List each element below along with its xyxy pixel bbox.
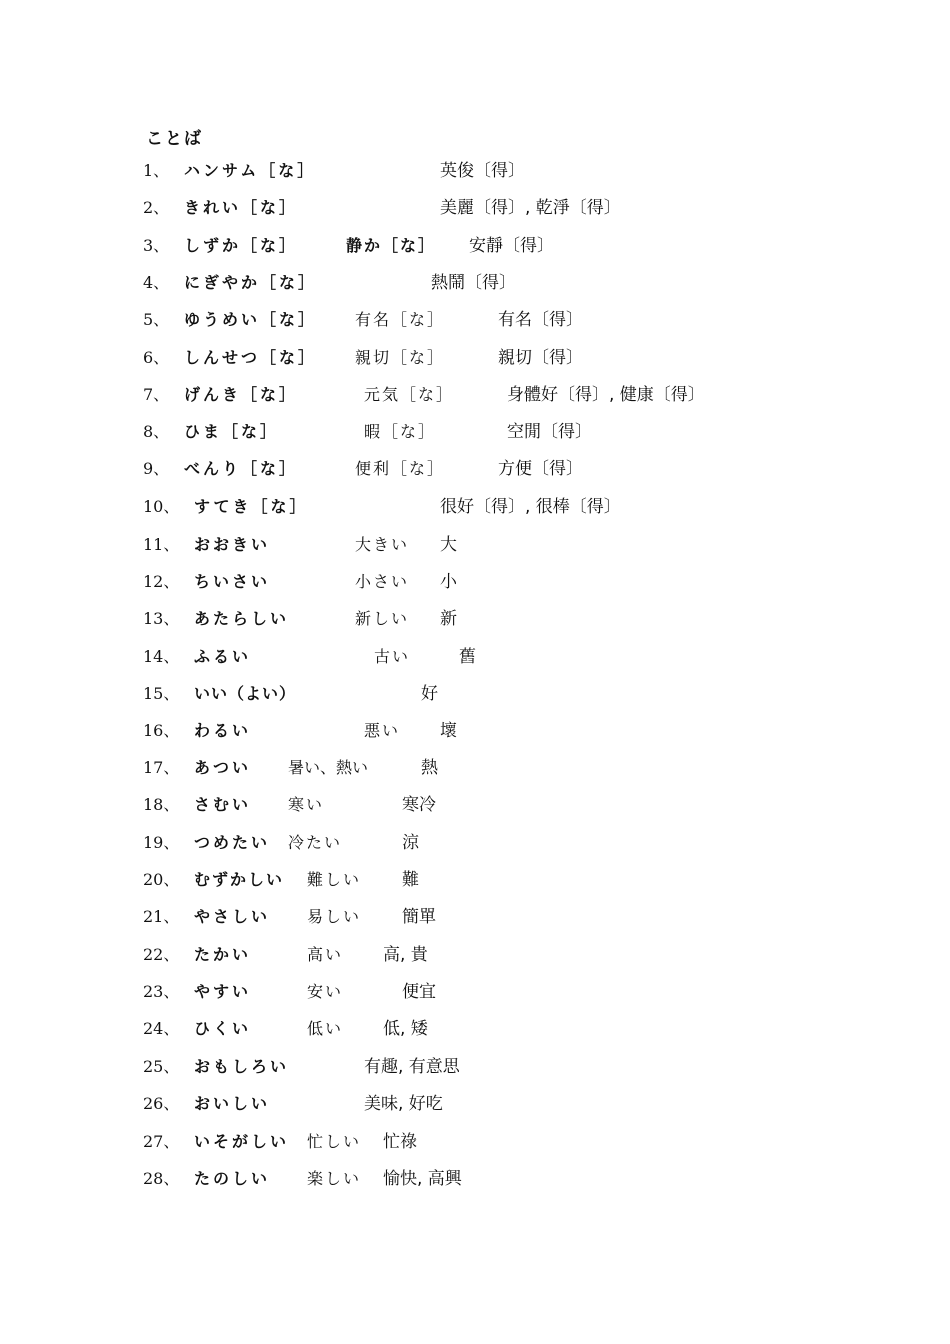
item-kanji: 暑い、熱い (288, 758, 369, 777)
item-kana: やすい (194, 982, 252, 1001)
item-kanji: 忙しい (307, 1132, 362, 1151)
item-number: 22、 (143, 945, 180, 964)
item-number: 18、 (143, 795, 180, 814)
list-item (0, 383, 950, 407)
list-item (0, 495, 950, 519)
item-kanji: 暇［な］ (364, 422, 437, 441)
item-meaning: 美味, 好吃 (364, 1094, 443, 1114)
item-meaning: 有名〔得〕 (498, 310, 583, 330)
list-item (0, 1055, 950, 1079)
item-kanji: 難しい (307, 870, 362, 889)
item-meaning: 親切〔得〕 (498, 348, 583, 368)
item-number: 14、 (143, 647, 180, 666)
item-kana: むずかしい (194, 870, 285, 889)
item-kana: やさしい (194, 907, 271, 926)
item-kana: つめたい (194, 833, 271, 852)
item-kanji: 小さい (355, 572, 410, 591)
item-number: 28、 (143, 1169, 180, 1188)
item-meaning: 新 (440, 609, 457, 629)
item-kana: いい（よい） (194, 684, 297, 703)
list-item (0, 943, 950, 967)
item-number: 2、 (143, 198, 170, 217)
list-item (0, 1092, 950, 1116)
item-number: 3、 (143, 236, 170, 255)
list-item (0, 831, 950, 855)
item-meaning: 寒冷 (402, 795, 436, 815)
item-number: 16、 (143, 721, 180, 740)
item-number: 26、 (143, 1094, 180, 1113)
item-kana: あたらしい (194, 609, 290, 628)
item-kanji: 楽しい (307, 1169, 362, 1188)
item-meaning: 忙祿 (383, 1132, 417, 1152)
item-number: 23、 (143, 982, 180, 1001)
item-meaning: 熱鬧〔得〕 (431, 273, 516, 293)
item-kana: にぎやか［な］ (184, 273, 318, 292)
item-number: 4、 (143, 273, 170, 292)
item-kanji: 易しい (307, 907, 362, 926)
list-item (0, 196, 950, 220)
item-kanji: 有名［な］ (355, 310, 446, 329)
item-meaning: 大 (440, 535, 457, 555)
item-number: 25、 (143, 1057, 180, 1076)
item-kana: おおきい (194, 535, 271, 554)
item-number: 1、 (143, 161, 170, 180)
item-number: 19、 (143, 833, 180, 852)
item-number: 5、 (143, 310, 170, 329)
list-item (0, 905, 950, 929)
item-number: 27、 (143, 1132, 180, 1151)
item-kana: げんき［な］ (184, 385, 299, 404)
item-meaning: 安靜〔得〕 (469, 236, 554, 256)
item-number: 6、 (143, 348, 170, 367)
item-kana: さむい (194, 795, 252, 814)
item-meaning: 熱 (421, 758, 438, 778)
item-meaning: 難 (402, 870, 419, 890)
item-meaning: 小 (440, 572, 457, 592)
item-meaning: 便宜 (402, 982, 436, 1002)
item-kana: ハンサム［な］ (184, 161, 317, 180)
item-number: 9、 (143, 459, 170, 478)
item-kanji: 親切［な］ (355, 348, 446, 367)
item-kana: べんり［な］ (184, 459, 299, 478)
item-kana: ひま［な］ (184, 422, 280, 441)
item-meaning: 有趣, 有意思 (364, 1057, 460, 1077)
item-kanji: 古い (374, 647, 411, 666)
item-meaning: 涼 (402, 833, 419, 853)
item-number: 12、 (143, 572, 180, 591)
item-meaning: 高, 貴 (383, 945, 428, 965)
item-number: 24、 (143, 1019, 180, 1038)
list-item (0, 159, 950, 183)
item-kanji: 悪い (364, 721, 401, 740)
item-kana: ちいさい (194, 572, 271, 591)
list-item (0, 980, 950, 1004)
page-title: ことば (146, 129, 203, 149)
list-item (0, 457, 950, 481)
list-item (0, 1017, 950, 1041)
item-kanji: 冷たい (288, 833, 343, 852)
item-kana: あつい (194, 758, 252, 777)
item-kanji: 寒い (288, 795, 325, 814)
item-number: 17、 (143, 758, 180, 777)
item-kana: すてき［な］ (194, 497, 309, 516)
list-item (0, 346, 950, 370)
item-number: 15、 (143, 684, 180, 703)
item-meaning: 低, 矮 (383, 1019, 428, 1039)
item-kanji: 静か［な］ (346, 236, 437, 255)
item-kanji: 新しい (355, 609, 410, 628)
item-kana: わるい (194, 721, 252, 740)
list-item (0, 793, 950, 817)
item-kana: ゆうめい［な］ (184, 310, 318, 329)
list-item (0, 607, 950, 631)
item-number: 20、 (143, 870, 180, 889)
item-number: 7、 (143, 385, 170, 404)
item-kana: ひくい (194, 1019, 252, 1038)
list-item (0, 234, 950, 258)
item-kana: たのしい (194, 1169, 271, 1188)
item-meaning: 舊 (459, 647, 476, 667)
list-item (0, 420, 950, 444)
list-item (0, 756, 950, 780)
item-kanji: 低い (307, 1019, 344, 1038)
item-kana: しんせつ［な］ (184, 348, 318, 367)
item-kanji: 元気［な］ (364, 385, 455, 404)
item-kanji: 大きい (355, 535, 410, 554)
item-number: 21、 (143, 907, 180, 926)
item-meaning: 好 (421, 684, 438, 704)
item-kana: おいしい (194, 1094, 271, 1113)
item-meaning: 身體好〔得〕, 健康〔得〕 (507, 385, 705, 405)
item-kanji: 安い (307, 982, 344, 1001)
list-item (0, 868, 950, 892)
list-item (0, 719, 950, 743)
item-meaning: 壞 (440, 721, 457, 741)
list-item (0, 645, 950, 669)
list-item (0, 1130, 950, 1154)
item-kana: おもしろい (194, 1057, 290, 1076)
item-kana: たかい (194, 945, 252, 964)
item-number: 11、 (143, 535, 180, 554)
item-kana: いそがしい (194, 1132, 290, 1151)
item-number: 13、 (143, 609, 180, 628)
list-item (0, 682, 950, 706)
item-meaning: 美麗〔得〕, 乾淨〔得〕 (440, 198, 621, 218)
item-kana: きれい［な］ (184, 198, 299, 217)
list-item (0, 308, 950, 332)
item-meaning: 英俊〔得〕 (440, 161, 525, 181)
item-meaning: 空閒〔得〕 (507, 422, 592, 442)
item-number: 10、 (143, 497, 180, 516)
list-item (0, 533, 950, 557)
item-kanji: 高い (307, 945, 344, 964)
list-item (0, 570, 950, 594)
item-meaning: 愉快, 高興 (383, 1169, 462, 1189)
item-number: 8、 (143, 422, 170, 441)
list-item (0, 1167, 950, 1191)
list-item (0, 271, 950, 295)
item-meaning: 簡單 (402, 907, 436, 927)
item-meaning: 很好〔得〕, 很棒〔得〕 (440, 497, 621, 517)
item-kanji: 便利［な］ (355, 459, 446, 478)
item-meaning: 方便〔得〕 (498, 459, 583, 479)
item-kana: しずか［な］ (184, 236, 299, 255)
item-kana: ふるい (194, 647, 252, 666)
